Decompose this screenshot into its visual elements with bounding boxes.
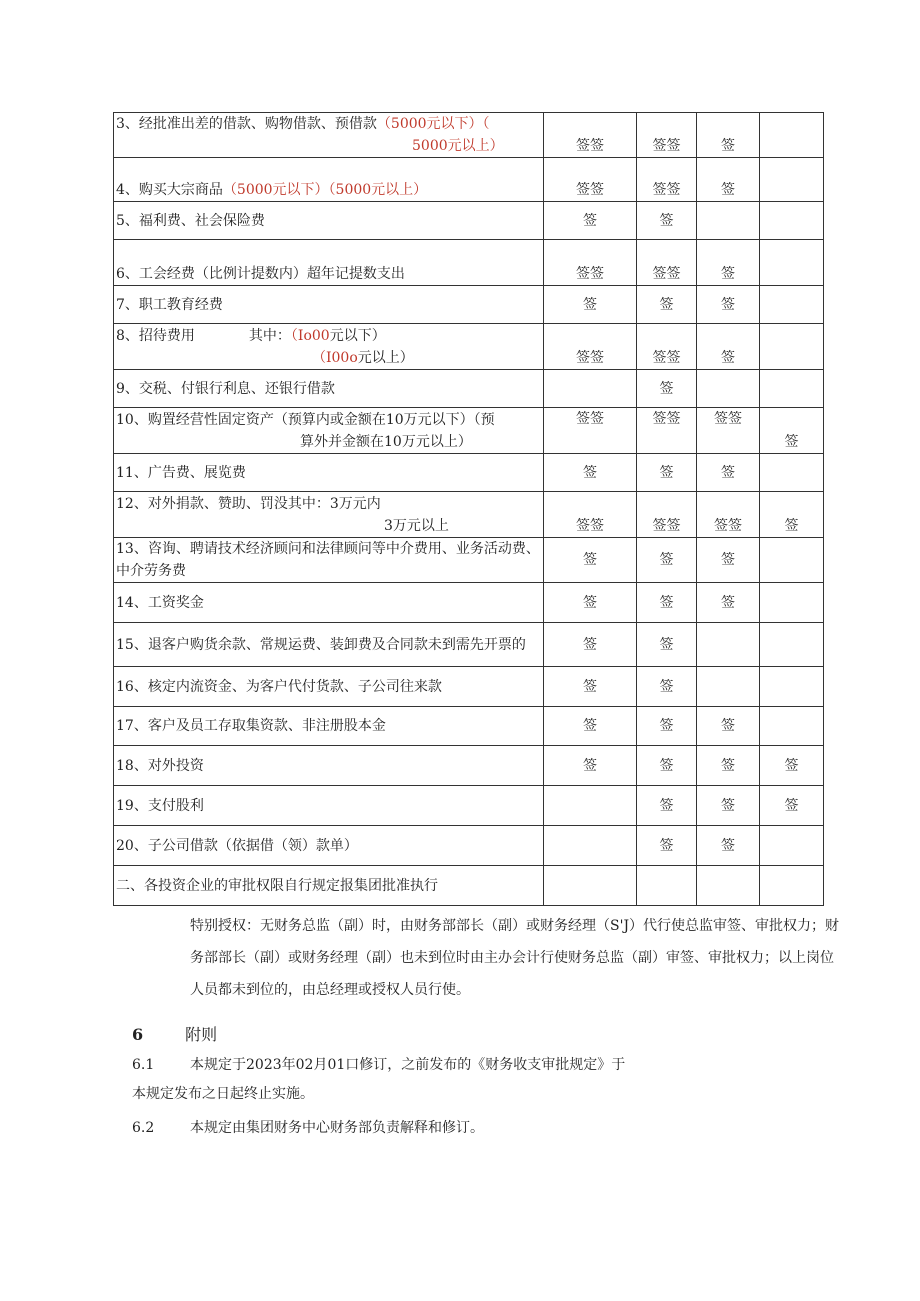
table-row	[114, 538, 824, 583]
sign-cell: 签	[760, 746, 824, 786]
sign-cell: 签	[544, 538, 637, 583]
item-text: 10、购置经营性固定资产（预算内或金额在10万元以下）（预	[116, 411, 495, 428]
sign-cell	[697, 866, 760, 906]
sign-cell: 签	[697, 826, 760, 866]
clause-6-1-continued: 本规定发布之日起终止实施。	[132, 1086, 314, 1102]
table-row	[114, 158, 824, 202]
sign-cell	[760, 454, 824, 492]
sign-cell	[637, 866, 697, 906]
sign-cell	[697, 370, 760, 408]
sign-cell: 签签	[637, 113, 697, 158]
sign-cell: 签	[544, 667, 637, 707]
section-heading	[132, 1022, 217, 1045]
sign-cell	[544, 866, 637, 906]
sign-cell	[697, 623, 760, 667]
sign-cell: 签	[637, 454, 697, 492]
sign-cell: 签	[637, 746, 697, 786]
sign-cell: 签	[697, 786, 760, 826]
table-row	[114, 667, 824, 707]
row-item	[114, 158, 544, 202]
item-text: 元以下）	[329, 327, 386, 344]
item-text: 3、经批准出差的借款、购物借款、预借款	[116, 116, 377, 132]
sign-cell	[760, 866, 824, 906]
row-item: 20、子公司借款（依据借（领）款单）	[114, 826, 544, 866]
item-text: 3万元以上	[384, 517, 449, 534]
sign-cell	[697, 202, 760, 240]
sign-cell	[760, 667, 824, 707]
item-text: 其中：	[248, 327, 291, 344]
row-item: 18、对外投资	[114, 746, 544, 786]
row-item: 14、工资奖金	[114, 583, 544, 623]
item-text: 元以上）	[357, 349, 414, 366]
sign-cell: 签	[637, 583, 697, 623]
sign-cell	[760, 623, 824, 667]
row-item: 19、支付股利	[114, 786, 544, 826]
item-text: 8、招待费用	[116, 327, 195, 344]
section-number: 6	[132, 1025, 144, 1044]
sign-cell: 签	[544, 454, 637, 492]
sign-cell: 签签	[637, 240, 697, 286]
sign-cell: 签签	[637, 492, 697, 538]
sign-cell: 签	[697, 538, 760, 583]
sign-cell: 签	[760, 408, 824, 454]
sign-cell: 签	[697, 324, 760, 370]
sign-cell: 签	[637, 370, 697, 408]
table-row	[114, 866, 824, 906]
special-authorization-paragraph: 特别授权：无财务总监（副）时，由财务部部长（副）或财务经理（S'J）代行使总监审签、审批权力；财务部部长（副）或财务经理（副）也未到位时由主办会计行使财务总监（副）审签、审批权力；以上岗位人员都未到位的，由总经理或授权人员行使。	[190, 918, 840, 998]
table-row	[114, 454, 824, 492]
sign-cell: 签	[637, 538, 697, 583]
clause-number: 6.2	[132, 1120, 155, 1136]
sign-cell: 签	[544, 202, 637, 240]
sign-cell: 签	[697, 707, 760, 746]
row-item: 9、交税、付银行利息、还银行借款	[114, 370, 544, 408]
sign-cell: 签	[637, 202, 697, 240]
item-text-amount: （Io00	[290, 327, 330, 344]
sign-cell: 签	[637, 826, 697, 866]
row-item: 7、职工教育经费	[114, 286, 544, 324]
sign-cell: 签	[637, 286, 697, 324]
table-row	[114, 826, 824, 866]
sign-cell: 签签	[544, 113, 637, 158]
sign-cell: 签	[697, 113, 760, 158]
sign-cell	[544, 786, 637, 826]
row-item: 6、工会经费（比例计提数内）超年记提数支出	[114, 240, 544, 286]
sign-cell: 签	[697, 746, 760, 786]
sign-cell: 签签	[544, 240, 637, 286]
sign-cell	[760, 324, 824, 370]
item-text-amount: （I00o	[312, 349, 358, 366]
sign-cell: 签签	[544, 408, 637, 454]
sign-cell: 签	[544, 746, 637, 786]
item-text: 算外并金额在10万元以上）	[300, 433, 472, 450]
sign-cell	[544, 826, 637, 866]
row-item	[114, 113, 544, 158]
clause-number: 6.1	[132, 1057, 155, 1073]
clause-6-2	[132, 1117, 484, 1139]
clause-text: 本规定由集团财务中心财务部负责解释和修订。	[190, 1120, 484, 1136]
sign-cell	[760, 286, 824, 324]
sign-cell: 签	[697, 583, 760, 623]
sign-cell: 签	[697, 240, 760, 286]
item-text-amount: （5000元以下）（	[376, 116, 490, 132]
table-row	[114, 492, 824, 538]
approval-authority-table	[113, 112, 824, 906]
sign-cell: 签签	[697, 492, 760, 538]
table-row	[114, 113, 824, 158]
sign-cell: 签	[637, 786, 697, 826]
sign-cell	[697, 667, 760, 707]
sign-cell	[760, 707, 824, 746]
sign-cell	[760, 583, 824, 623]
item-text: 4、购买大宗商品	[116, 182, 223, 198]
row-item: 二、各投资企业的审批权限自行规定报集团批准执行	[114, 866, 544, 906]
table-row	[114, 583, 824, 623]
sign-cell: 签	[760, 492, 824, 538]
sign-cell	[760, 240, 824, 286]
table-row	[114, 370, 824, 408]
sign-cell: 签签	[697, 408, 760, 454]
sign-cell: 签	[544, 583, 637, 623]
sign-cell: 签	[637, 623, 697, 667]
sign-cell	[760, 826, 824, 866]
row-item	[114, 324, 544, 370]
row-item	[114, 408, 544, 454]
table-row	[114, 240, 824, 286]
sign-cell	[760, 370, 824, 408]
table-row	[114, 324, 824, 370]
sign-cell: 签	[544, 707, 637, 746]
row-item: 11、广告费、展览费	[114, 454, 544, 492]
section-title: 附则	[185, 1025, 218, 1044]
table-row	[114, 408, 824, 454]
sign-cell: 签	[544, 623, 637, 667]
row-item: 17、客户及员工存取集资款、非注册股本金	[114, 707, 544, 746]
sign-cell: 签	[544, 286, 637, 324]
sign-cell: 签	[697, 286, 760, 324]
sign-cell: 签	[637, 707, 697, 746]
sign-cell: 签	[697, 454, 760, 492]
row-item	[114, 492, 544, 538]
row-item: 5、福利费、社会保险费	[114, 202, 544, 240]
sign-cell: 签	[637, 667, 697, 707]
item-text: 12、对外捐款、赞助、罚没其中：3万元内	[116, 495, 381, 512]
table-row	[114, 623, 824, 667]
sign-cell	[760, 158, 824, 202]
row-item: 15、退客户购货余款、常规运费、装卸费及合同款未到需先开票的	[114, 623, 544, 667]
clause-6-1	[132, 1054, 625, 1076]
sign-cell: 签签	[544, 492, 637, 538]
table-row	[114, 786, 824, 826]
sign-cell: 签签	[637, 324, 697, 370]
sign-cell: 签	[760, 786, 824, 826]
table-row	[114, 707, 824, 746]
clause-text: 本规定于2023年02月01口修订，之前发布的《财务收支审批规定》于	[190, 1057, 626, 1073]
sign-cell	[760, 538, 824, 583]
sign-cell: 签签	[544, 324, 637, 370]
sign-cell	[544, 370, 637, 408]
sign-cell	[760, 113, 824, 158]
sign-cell: 签	[697, 158, 760, 202]
row-item: 16、核定内流资金、为客户代付货款、子公司往来款	[114, 667, 544, 707]
sign-cell: 签签	[637, 158, 697, 202]
item-text-amount: 5000元以上）	[412, 138, 504, 154]
item-text-amount: （5000元以下）（5000元以上）	[222, 182, 428, 198]
table-row	[114, 746, 824, 786]
row-item: 13、咨询、聘请技术经济顾问和法律顾问等中介费用、业务活动费、中介劳务费	[114, 538, 544, 583]
sign-cell: 签签	[637, 408, 697, 454]
sign-cell	[760, 202, 824, 240]
table-row	[114, 286, 824, 324]
sign-cell: 签签	[544, 158, 637, 202]
table-row	[114, 202, 824, 240]
